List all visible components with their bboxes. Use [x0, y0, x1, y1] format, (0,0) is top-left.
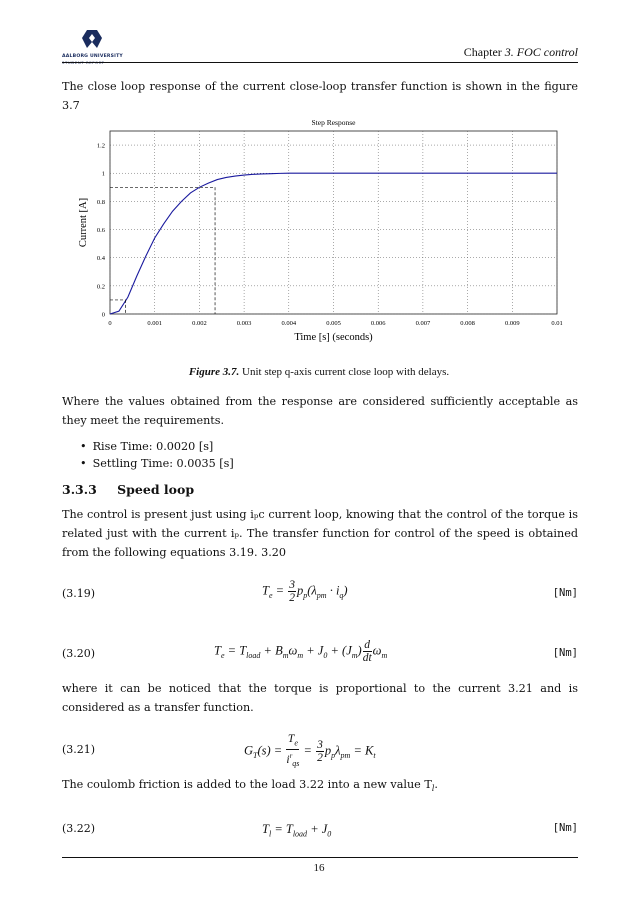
x-tick-label: 0.005	[326, 320, 341, 327]
caption-label: Figure 3.7.	[188, 366, 240, 378]
section-number: 3.3.3	[62, 482, 97, 497]
equation-3-19	[62, 579, 578, 607]
footer-rule	[62, 857, 578, 858]
equation-body: $T_e$ = $\frac{3}{2}$ $p_p(\lambda_{pm} \cdot i_q)$	[262, 579, 348, 604]
results-paragraph: Where the values obtained from the response are considered sufficiently acceptable as they meet the requirements.	[62, 395, 578, 427]
x-tick-label: 0.007	[415, 320, 431, 327]
intro-paragraph: The close loop response of the current close-loop transfer function is shown in the figure 3.7	[62, 80, 578, 112]
x-tick-label: 0.001	[147, 320, 163, 327]
chapter-prefix: Chapter	[463, 45, 502, 59]
equation-body: $T_e = T_{load} + B_m\omega_m + J_0 + (J_m)$ $\frac{d}{dt}$ $\omega_m$	[214, 639, 388, 664]
equation-number: (3.21)	[62, 743, 96, 756]
equation-unit: [Nm]	[552, 822, 578, 834]
university-logo	[62, 28, 132, 65]
friction-text: The coulomb friction is added to the load 3.22 into a new value T	[62, 778, 432, 791]
requirements-list	[80, 438, 234, 472]
torque-paragraph: where it can be noticed that the torque is proportional to the current 3.21 and is considered as a transfer function.	[62, 682, 578, 714]
equation-number: (3.22)	[62, 822, 96, 835]
equation-unit: [Nm]	[552, 647, 578, 659]
equation-body: $T_l = T_{load} + J_0$	[262, 822, 332, 839]
x-tick-label: 0.009	[504, 320, 520, 327]
page-number: 16	[313, 862, 325, 874]
speed-loop-paragraph: The control is present just using iₚc current loop, knowing that the control of the torque is related just with the current iₚ. The transfer function for control of the speed is obtained from the following equations 3.19. 3.20	[62, 508, 578, 559]
equation-body: $G_T(s)$ = $\frac{T_e}{i^r_{qs}}$ = $\frac{3}{2}$ $p_p\lambda_{pm} = K_t$	[244, 733, 376, 769]
y-tick-label: 0	[101, 311, 105, 319]
chapter-title: 3. FOC control	[504, 45, 578, 59]
x-tick-label: 0.008	[460, 320, 475, 327]
chapter-header	[464, 45, 578, 60]
x-tick-label: 0.004	[281, 320, 297, 327]
list-item: • Settling Time: 0.0035 [s]	[80, 455, 234, 472]
x-tick-label: 0.01	[551, 320, 563, 327]
equation-unit: [Nm]	[552, 587, 578, 599]
equation-3-21	[62, 733, 578, 769]
figure-caption	[0, 366, 638, 378]
section-title: Speed loop	[117, 482, 195, 497]
chart-title: Step Response	[311, 118, 356, 127]
y-tick-label: 0.4	[96, 255, 105, 263]
section-heading	[62, 482, 194, 497]
equation-number: (3.19)	[62, 587, 96, 600]
university-logo-mark	[62, 28, 132, 50]
y-tick-label: 0.2	[96, 283, 105, 291]
caption-text: Unit step q-axis current close loop with delays.	[242, 366, 450, 378]
equation-number: (3.20)	[62, 647, 96, 660]
y-tick-label: 0.8	[96, 198, 105, 206]
header-rule	[62, 62, 578, 63]
equation-3-20	[62, 639, 578, 667]
x-tick-label: 0.006	[370, 320, 386, 327]
list-item: • Rise Time: 0.0020 [s]	[80, 438, 234, 455]
y-tick-label: 0.6	[96, 227, 105, 235]
y-axis-label: Current [A]	[78, 197, 89, 248]
logo-line2: STUDENT REPORT	[62, 60, 105, 65]
logo-line1: AALBORG UNIVERSITY	[62, 54, 123, 59]
y-tick-label: 1	[101, 170, 105, 178]
y-tick-label: 1.2	[96, 142, 105, 150]
friction-sub: l	[431, 784, 435, 794]
x-tick-label: 0.002	[192, 320, 207, 327]
x-axis-label: Time [s] (seconds)	[294, 332, 373, 343]
equation-3-22	[62, 818, 578, 842]
step-response-chart	[62, 112, 578, 344]
x-tick-label: 0	[108, 320, 112, 327]
x-tick-label: 0.003	[236, 320, 252, 327]
friction-paragraph: The coulomb friction is added to the load 3.22 into a new value $T_l$.	[62, 778, 438, 794]
